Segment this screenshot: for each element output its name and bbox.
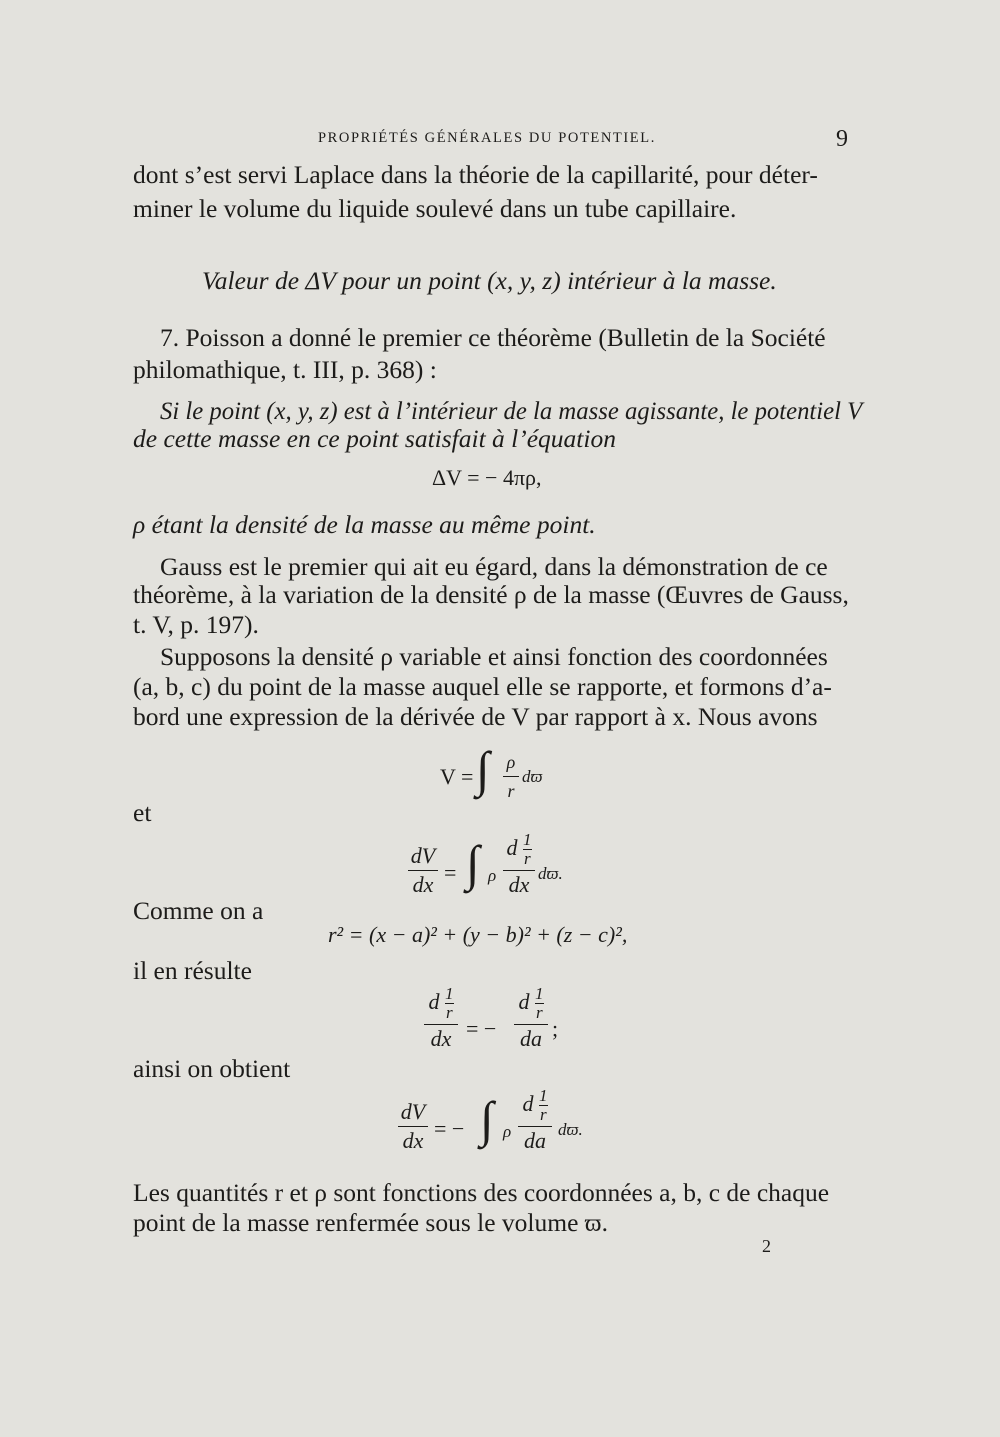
numerator <box>514 982 548 1022</box>
numerator: ρ <box>506 752 516 772</box>
one-digit: 1 <box>539 1086 548 1106</box>
numerator <box>424 982 458 1022</box>
connective-text: et <box>133 798 152 827</box>
connective-text: Comme on a <box>133 896 264 925</box>
denominator: dx <box>508 872 530 897</box>
text-line: t. V, p. 197). <box>133 610 259 639</box>
fraction <box>408 844 438 897</box>
differential-d: d <box>518 989 530 1014</box>
numerator: dV <box>410 843 436 868</box>
fraction-bar <box>398 1126 428 1127</box>
signature-mark: 2 <box>762 1236 771 1256</box>
rho-symbol: ρ <box>488 866 497 885</box>
text-line: Les quantités r et ρ sont fonctions des coordonnées a, b, c de chaque <box>133 1178 830 1207</box>
one-over-r <box>523 832 532 867</box>
fraction-bar <box>514 1024 548 1025</box>
fraction-bar <box>518 1126 552 1127</box>
fraction <box>398 1100 428 1153</box>
theorem-line: de cette masse en ce point satisfait à l’équation <box>133 424 616 453</box>
denominator: r <box>507 781 515 801</box>
integral-sign: ∫ <box>466 835 480 891</box>
one-digit: 1 <box>445 984 454 1004</box>
eq-differential: dϖ. <box>538 864 563 883</box>
fraction <box>514 982 548 1051</box>
differential-d: d <box>522 1091 534 1116</box>
one-over-r <box>539 1088 548 1123</box>
differential-d: d <box>428 989 440 1014</box>
one-over-r <box>445 986 454 1021</box>
equation-distance: r² = (x − a)² + (y − b)² + (z − c)², <box>328 922 628 947</box>
one-digit: 1 <box>523 830 532 850</box>
running-header: PROPRIÉTÉS GÉNÉRALES DU POTENTIEL. <box>318 130 656 146</box>
fraction-bar <box>424 1024 458 1025</box>
text-line: Gauss est le premier qui ait eu égard, dans la démonstration de ce <box>160 552 828 581</box>
fraction-bar <box>408 870 438 871</box>
eq-differential: dϖ <box>522 767 543 786</box>
poisson-equation: ΔV = − 4πρ, <box>432 465 542 490</box>
r-symbol: r <box>539 1105 547 1125</box>
connective-text: il en résulte <box>133 956 252 985</box>
fraction <box>518 1084 552 1153</box>
fraction <box>424 982 458 1051</box>
text-line: théorème, à la variation de la densité ρ de la masse (Œuvres de Gauss, <box>133 580 849 609</box>
section-title: Valeur de ΔV pour un point (x, y, z) intérieur à la masse. <box>202 266 777 295</box>
page-number: 9 <box>836 126 848 152</box>
fraction-bar <box>503 776 519 777</box>
paragraph-7-line: philomathique, t. III, p. 368) : <box>133 355 437 384</box>
denominator: dx <box>402 1128 424 1153</box>
r-symbol: r <box>523 849 531 869</box>
fraction-bar <box>503 870 535 871</box>
connective-text: ainsi on obtient <box>133 1054 291 1083</box>
equals-sign: = <box>444 860 457 885</box>
denominator: dx <box>412 872 434 897</box>
text-line: (a, b, c) du point de la masse auquel elle se rapporte, et formons d’a- <box>133 672 832 701</box>
text-line: point de la masse renfermée sous le volume ϖ. <box>133 1208 608 1237</box>
text-line: dont s’est servi Laplace dans la théorie de la capillarité, pour déter- <box>133 160 818 189</box>
eq-differential: dϖ. <box>558 1120 583 1139</box>
paragraph-7-line: 7. Poisson a donné le premier ce théorème (Bulletin de la Société <box>160 323 826 352</box>
semicolon: ; <box>552 1016 559 1041</box>
r-symbol: r <box>445 1003 453 1023</box>
denominator: dx <box>430 1026 452 1051</box>
r-symbol: r <box>535 1003 543 1023</box>
theorem-line: ρ étant la densité de la masse au même point. <box>133 510 596 539</box>
integral-sign: ∫ <box>476 741 490 797</box>
fraction <box>503 750 519 803</box>
numerator <box>518 1084 552 1124</box>
text-line: bord une expression de la dérivée de V par rapport à x. Nous avons <box>133 702 818 731</box>
numerator <box>503 828 535 868</box>
theorem-line: Si le point (x, y, z) est à l’intérieur de la masse agissante, le potentiel V <box>160 396 863 425</box>
text-line: miner le volume du liquide soulevé dans un tube capillaire. <box>133 194 737 223</box>
integral-sign: ∫ <box>480 1091 494 1147</box>
one-over-r <box>535 986 544 1021</box>
text-line: Supposons la densité ρ variable et ainsi fonction des coordonnées <box>160 642 828 671</box>
differential-d: d <box>506 835 518 860</box>
fraction <box>503 828 535 897</box>
eq-lhs: V = <box>440 764 474 789</box>
equals-minus: = − <box>434 1116 465 1141</box>
equals-minus: = − <box>466 1016 497 1041</box>
rho-symbol: ρ <box>503 1122 512 1141</box>
denominator: da <box>524 1128 546 1153</box>
numerator: dV <box>400 1099 426 1124</box>
one-digit: 1 <box>535 984 544 1004</box>
denominator: da <box>520 1026 542 1051</box>
